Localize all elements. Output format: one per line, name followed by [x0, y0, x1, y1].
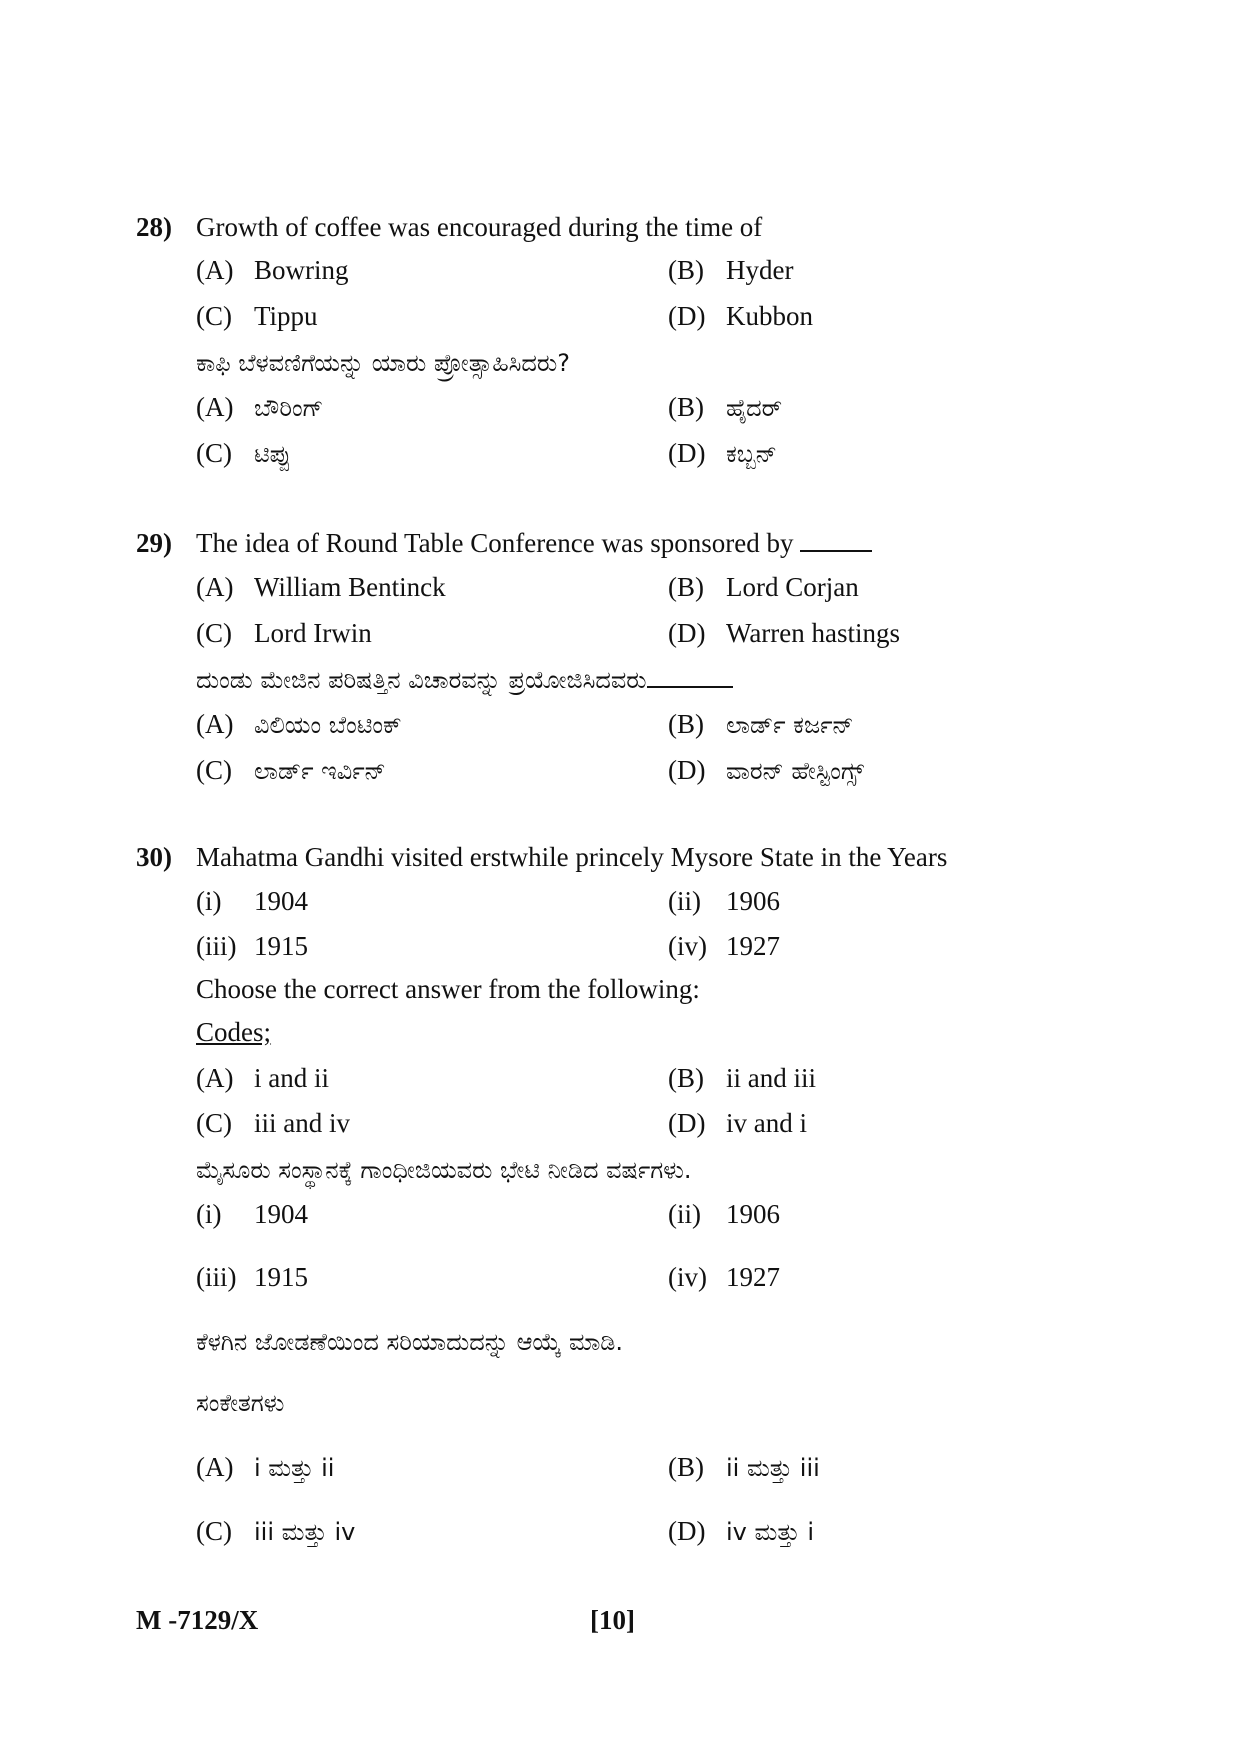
option-text: Tippu: [254, 301, 318, 331]
option-label: (A): [196, 1063, 234, 1093]
option: [668, 707, 854, 742]
option: [668, 299, 813, 333]
question-text: [196, 526, 872, 560]
question-text-kannada: ಮೈಸೂರು ಸಂಸ್ಥಾನಕ್ಕೆ ಗಾಂಧೀಜಿಯವರು ಭೇಟಿ ನೀಡಿದ ವರ್ಷಗಳು.: [196, 1156, 692, 1184]
item: [196, 1197, 308, 1231]
option-text: i ಮತ್ತು ii: [254, 1454, 335, 1482]
option: [196, 616, 372, 650]
option: [668, 1450, 820, 1485]
option-text: ii and iii: [726, 1063, 816, 1093]
codes-heading: Codes;: [196, 1017, 272, 1047]
option-label: (A): [196, 255, 234, 285]
question-text-kannada: [196, 663, 733, 697]
item-label: (iv): [668, 1262, 707, 1292]
item-label: (i): [196, 886, 222, 916]
paper-code: M -7129/X: [136, 1605, 259, 1635]
option: [668, 570, 859, 604]
option-text: Lord Corjan: [726, 572, 859, 602]
option: [668, 1514, 814, 1549]
question-number: 29): [136, 528, 172, 558]
option-text: iii and iv: [254, 1108, 350, 1138]
option: [668, 390, 782, 425]
option-text: Kubbon: [726, 301, 813, 331]
option-text: ಕಬ್ಬನ್: [726, 440, 777, 468]
option: [196, 299, 318, 333]
item-text: 1915: [254, 931, 308, 961]
item-text: 1904: [254, 886, 308, 916]
item-label: (iii): [196, 1262, 237, 1292]
option-text: iv and i: [726, 1108, 807, 1138]
option: [668, 1061, 816, 1095]
option-text: ಬೌರಿಂಗ್: [254, 394, 324, 422]
option-label: (B): [668, 392, 704, 422]
item-label: (ii): [668, 886, 701, 916]
option-label: (A): [196, 709, 234, 739]
option-label: (C): [196, 618, 232, 648]
item-text: 1927: [726, 931, 780, 961]
item: [668, 1197, 780, 1231]
option-text: Hyder: [726, 255, 794, 285]
question-text-content: The idea of Round Table Conference was sponsored by: [196, 528, 794, 558]
question-text-content: ದುಂಡು ಮೇಜಿನ ಪರಿಷತ್ತಿನ ವಿಚಾರವನ್ನು ಪ್ರಯೋಜಿಸಿದವರು: [196, 666, 647, 694]
option: [668, 1106, 807, 1140]
option-label: (D): [668, 755, 706, 785]
option-label: (A): [196, 572, 234, 602]
option-label: (C): [196, 301, 232, 331]
option-text: iii ಮತ್ತು iv: [254, 1518, 356, 1546]
option-label: (D): [668, 1516, 706, 1546]
option: [196, 436, 291, 471]
option-label: (B): [668, 255, 704, 285]
codes-heading-kannada: ಸಂಕೇತಗಳು: [196, 1389, 285, 1417]
option-label: (D): [668, 301, 706, 331]
option-text: ವಾರನ್ ಹೇಸ್ಟಿಂಗ್ಸ್: [726, 757, 864, 785]
item: [196, 1260, 308, 1294]
option-text: ii ಮತ್ತು iii: [726, 1454, 820, 1482]
option: [196, 570, 446, 604]
option-label: (D): [668, 438, 706, 468]
option-text: ಟಿಪ್ಪು: [254, 440, 292, 468]
item: [196, 884, 308, 918]
item: [668, 929, 780, 963]
option-text: ಹೈದರ್: [726, 394, 783, 422]
answer-blank: [647, 664, 733, 688]
option-text: ಲಾರ್ಡ್ ಇರ್ವಿನ್: [254, 757, 386, 785]
option: [668, 753, 864, 788]
item-text: 1904: [254, 1199, 308, 1229]
option-text: i and ii: [254, 1063, 329, 1093]
item-text: 1906: [726, 1199, 780, 1229]
option-label: (A): [196, 392, 234, 422]
item-label: (iv): [668, 931, 707, 961]
question-text: Mahatma Gandhi visited erstwhile princely Mysore State in the Years: [196, 842, 948, 872]
option-label: (B): [668, 709, 704, 739]
option: [196, 253, 349, 287]
option-label: (C): [196, 755, 232, 785]
item-label: (i): [196, 1199, 222, 1229]
item-label: (iii): [196, 931, 237, 961]
option: [196, 707, 402, 742]
option: [196, 1106, 350, 1140]
option: [196, 1061, 329, 1095]
option-label: (D): [668, 1108, 706, 1138]
option-label: (B): [668, 1452, 704, 1482]
option: [196, 753, 386, 788]
option-label: (B): [668, 572, 704, 602]
page-number: [10]: [590, 1605, 635, 1635]
option-text: ಲಾರ್ಡ್ ಕರ್ಜನ್: [726, 711, 854, 739]
option-text: iv ಮತ್ತು i: [726, 1518, 815, 1546]
option-label: (C): [196, 1108, 232, 1138]
option-label: (C): [196, 438, 232, 468]
option: [196, 1514, 355, 1549]
option-text: Lord Irwin: [254, 618, 372, 648]
option-label: (D): [668, 618, 706, 648]
option-text: Warren hastings: [726, 618, 901, 648]
option: [668, 253, 793, 287]
question-number: 30): [136, 842, 172, 872]
item: [668, 1260, 780, 1294]
item-text: 1915: [254, 1262, 308, 1292]
answer-blank: [800, 528, 872, 552]
option: [196, 1450, 334, 1485]
option-text: ವಿಲಿಯಂ ಬೆಂಟಿಂಕ್: [254, 711, 402, 739]
item-text: 1927: [726, 1262, 780, 1292]
option: [196, 390, 323, 425]
option-label: (C): [196, 1516, 232, 1546]
question-number: 28): [136, 212, 172, 242]
option: [668, 436, 777, 471]
option-label: (A): [196, 1452, 234, 1482]
item-text: 1906: [726, 886, 780, 916]
question-text: Growth of coffee was encouraged during the time of: [196, 212, 763, 242]
question-text-kannada: ಕಾಫಿ ಬೆಳವಣಿಗೆಯನ್ನು ಯಾರು ಪ್ರೋತ್ಸಾಹಿಸಿದರು?: [196, 349, 570, 377]
option: [668, 616, 900, 650]
option-label: (B): [668, 1063, 704, 1093]
item: [668, 884, 780, 918]
item: [196, 929, 308, 963]
option-text: William Bentinck: [254, 572, 446, 602]
option-text: Bowring: [254, 255, 349, 285]
instruction-text: Choose the correct answer from the following:: [196, 974, 700, 1004]
item-label: (ii): [668, 1199, 701, 1229]
instruction-text-kannada: ಕೆಳಗಿನ ಜೋಡಣೆಯಿಂದ ಸರಿಯಾದುದನ್ನು ಆಯ್ಕೆ ಮಾಡಿ.: [196, 1328, 624, 1356]
